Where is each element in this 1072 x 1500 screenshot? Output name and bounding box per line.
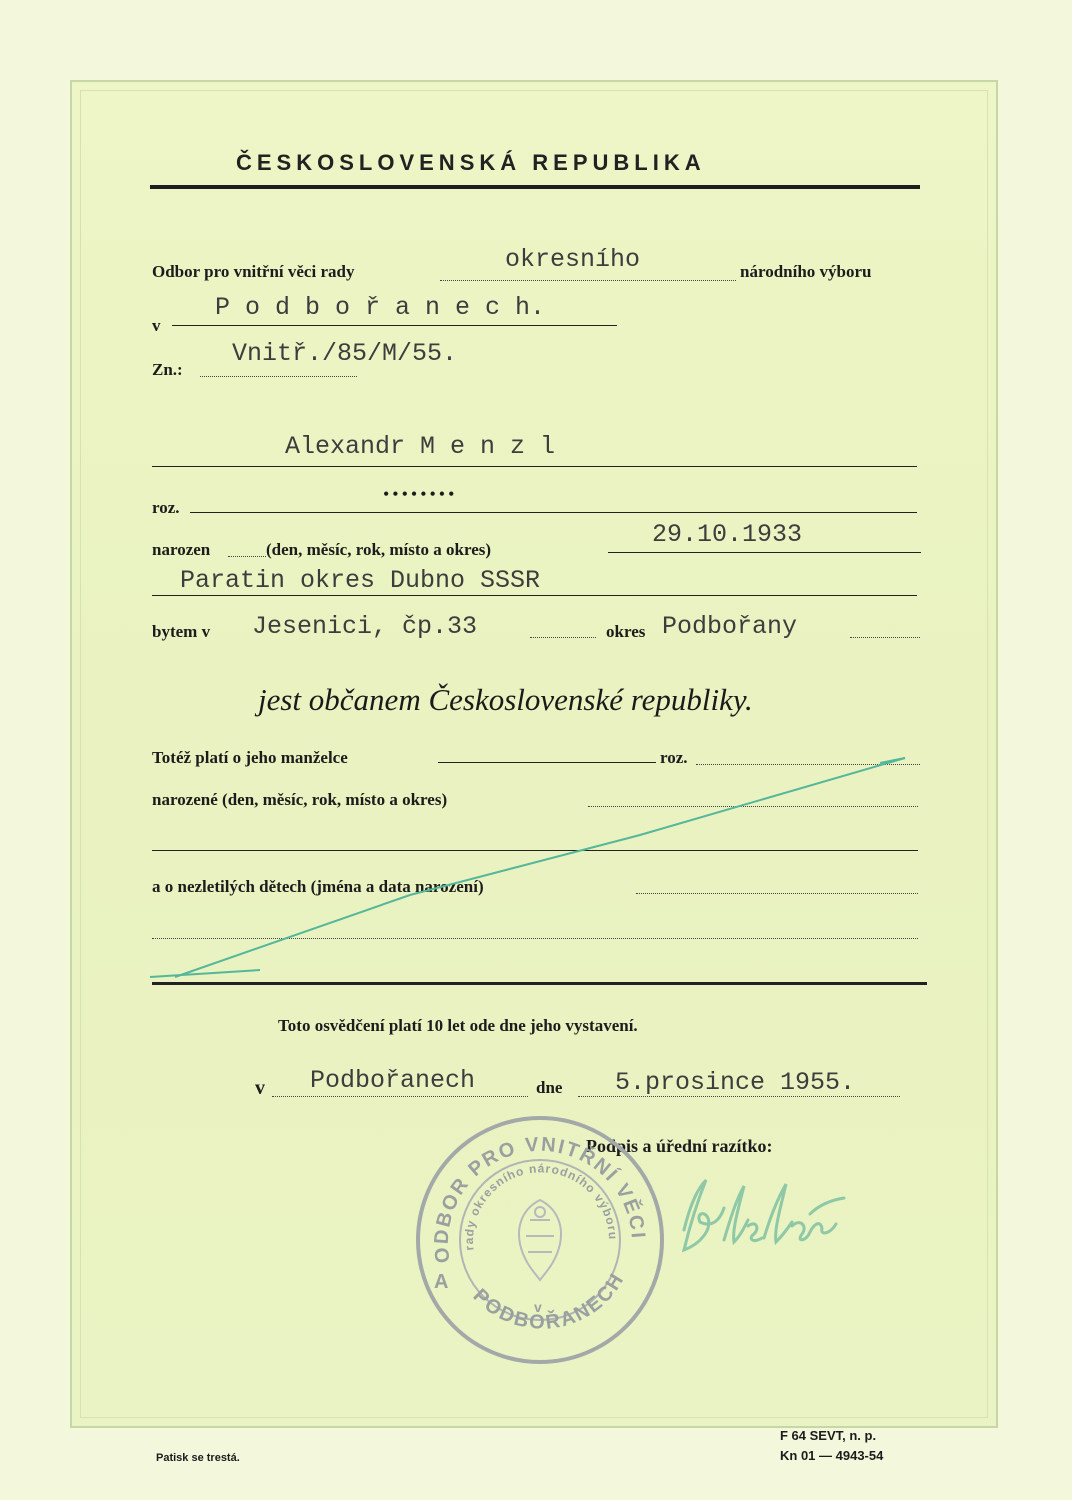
spouse-label: Totéž platí o jeho manželce	[152, 748, 348, 767]
signature-mark	[660, 1170, 860, 1270]
birth-place: Paratin okres Dubno SSSR	[180, 566, 541, 595]
location-prefix: v	[152, 316, 161, 335]
residence-value: Jesenici, čp.33	[252, 612, 478, 641]
authority-type: okresního	[505, 245, 641, 274]
ref-number: Vnitř./85/M/55.	[232, 339, 458, 368]
footer-right-line2: Kn 01 — 4943-54	[780, 1448, 884, 1463]
birth-date: 29.10.1933	[652, 520, 803, 549]
official-stamp	[412, 1112, 668, 1368]
district-value: Podbořany	[662, 612, 798, 641]
district-label: okres	[606, 622, 646, 641]
signature-label: Podpis a úřední razítko:	[586, 1136, 773, 1156]
stamp-letter-v: v	[534, 1299, 542, 1315]
emblem-icon	[519, 1200, 561, 1280]
document-heading: ČESKOSLOVENSKÁ REPUBLIKA	[236, 150, 706, 175]
born-name: ••••••••	[383, 484, 458, 504]
stamp-bottom-text: PODBOŘANECH	[468, 1268, 630, 1334]
citizenship-statement: jest občanem Československé republiky.	[258, 682, 753, 717]
birth-label: narozen	[152, 540, 211, 559]
footer-left: Patisk se trestá.	[156, 1452, 240, 1464]
born-label: roz.	[152, 498, 180, 517]
svg-text:PODBOŘANECH	[469, 1269, 629, 1334]
validity-text: Toto osvědčení platí 10 let ode dne jeho vystavení.	[278, 1016, 638, 1035]
spouse-birth-label: narozené (den, měsíc, rok, místo a okres)	[152, 790, 448, 809]
residence-label: bytem v	[152, 622, 211, 641]
stamp-letter-a: A	[434, 1271, 449, 1293]
authority-prefix: Odbor pro vnitřní věci rady	[152, 262, 355, 281]
footer-right-line1: F 64 SEVT, n. p.	[780, 1428, 877, 1443]
svg-text:ODBOR PRO VNITŘNÍ VĚCI	[431, 1134, 649, 1265]
spouse-born-label: roz.	[660, 748, 688, 767]
location-value: P o d b o ř a n e c h.	[215, 293, 546, 322]
stamp-outer-text: ODBOR PRO VNITŘNÍ VĚCI	[430, 1133, 649, 1265]
person-name: Alexandr M e n z l	[285, 432, 556, 461]
issued-place: Podbořanech	[310, 1066, 476, 1095]
birth-hint: (den, měsíc, rok, místo a okres)	[266, 540, 492, 559]
stamp-inner-text: rady okresního národního výboru	[461, 1161, 621, 1252]
children-label: a o nezletilých dětech (jména a data narození)	[152, 877, 484, 896]
ref-label: Zn.:	[152, 360, 183, 379]
issued-date: 5.prosince 1955.	[615, 1068, 856, 1097]
date-label: dne	[536, 1078, 563, 1097]
issued-prefix: v	[255, 1077, 265, 1099]
authority-suffix: národního výboru	[740, 262, 872, 281]
